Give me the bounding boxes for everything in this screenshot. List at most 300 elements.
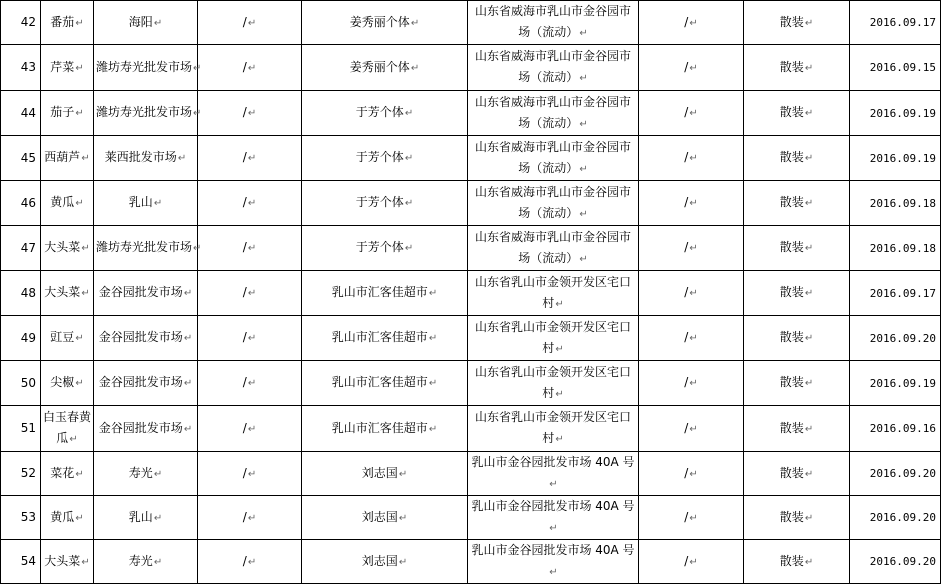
cell-origin <box>94 45 202 91</box>
return-mark: ↵ <box>804 108 814 119</box>
cell-index-text: 48 <box>20 285 36 300</box>
cell-index-text: 50 <box>20 375 36 390</box>
cell-address-text: 山东省威海市乳山市金谷园市场（流动） <box>474 94 631 130</box>
cell-product-name-text: 尖椒 <box>50 375 75 389</box>
cell-slash-text: / <box>684 195 689 209</box>
cell-date-text: 2016.09.18 <box>869 196 936 210</box>
cell-product-name-text: 大头菜 <box>44 240 81 254</box>
cell-address <box>468 181 639 226</box>
cell-address-text: 山东省威海市乳山市金谷园市场（流动） <box>474 4 631 39</box>
cell-date-text: 2016.09.16 <box>869 422 936 435</box>
return-mark: ↵ <box>193 243 202 254</box>
cell-product-name <box>41 496 94 540</box>
return-mark: ↵ <box>75 468 84 480</box>
cell-product-name <box>41 452 94 496</box>
cell-slash-text: / <box>684 59 689 74</box>
cell-supplier-text: / <box>242 509 247 524</box>
cell-date-text: 2016.09.20 <box>869 555 936 568</box>
cell-date <box>850 361 941 406</box>
cell-index-text: 53 <box>20 510 36 524</box>
cell-supplier-text: / <box>242 105 247 119</box>
cell-supplier <box>198 226 302 271</box>
return-mark: ↵ <box>579 253 588 265</box>
cell-supplier-text: / <box>242 240 247 254</box>
return-mark: ↵ <box>247 153 257 164</box>
return-mark: ↵ <box>689 423 698 435</box>
return-mark: ↵ <box>428 333 438 344</box>
cell-date <box>850 226 941 271</box>
cell-date <box>850 1 941 45</box>
cell-index <box>1 136 41 181</box>
cell-slash <box>639 316 744 361</box>
cell-product-name <box>41 91 94 136</box>
cell-date-text: 2016.09.17 <box>869 286 936 300</box>
return-mark: ↵ <box>555 434 564 445</box>
cell-product-name <box>41 316 94 361</box>
cell-slash-text: / <box>684 240 689 254</box>
cell-address <box>468 316 639 361</box>
cell-index <box>1 181 41 226</box>
cell-product-name <box>41 1 94 45</box>
cell-supplier <box>198 181 302 226</box>
cell-date-text: 2016.09.15 <box>869 61 936 74</box>
cell-slash <box>639 540 744 584</box>
cell-address <box>468 271 639 316</box>
return-mark: ↵ <box>247 512 257 524</box>
cell-seller <box>302 181 468 226</box>
cell-seller-text: 刘志国 <box>361 553 398 568</box>
table-row <box>1 271 941 316</box>
cell-origin <box>94 226 202 271</box>
return-mark: ↵ <box>398 556 408 568</box>
cell-index <box>1 452 41 496</box>
cell-seller <box>302 226 468 271</box>
cell-slash-text: / <box>684 150 689 164</box>
table-row <box>1 452 941 496</box>
cell-package-text: 散装 <box>779 59 804 74</box>
cell-index-text: 43 <box>20 60 36 74</box>
cell-date-text: 2016.09.17 <box>869 16 936 29</box>
cell-origin <box>94 91 202 136</box>
cell-origin <box>94 1 198 45</box>
cell-seller-text: 于芳个体 <box>355 195 404 209</box>
return-mark: ↵ <box>804 423 814 435</box>
cell-index <box>1 271 41 316</box>
cell-supplier-text: / <box>242 553 247 568</box>
cell-date <box>850 181 941 226</box>
return-mark: ↵ <box>579 163 588 175</box>
return-mark: ↵ <box>81 556 90 568</box>
return-mark: ↵ <box>247 378 257 389</box>
return-mark: ↵ <box>75 17 84 29</box>
table-row <box>1 540 941 584</box>
return-mark: ↵ <box>193 62 202 74</box>
return-mark: ↵ <box>404 198 414 209</box>
cell-address-text: 山东省威海市乳山市金谷园市场（流动） <box>474 229 631 265</box>
cell-address <box>468 406 639 452</box>
cell-product-name <box>41 226 94 271</box>
cell-seller-text: 姜秀丽个体 <box>349 14 410 29</box>
cell-product-name <box>41 540 94 584</box>
return-mark: ↵ <box>555 298 564 310</box>
return-mark: ↵ <box>579 118 588 130</box>
return-mark: ↵ <box>579 28 588 39</box>
cell-origin-text: 乳山 <box>128 509 153 524</box>
cell-address-text: 乳山市金谷园批发市场 40A 号 <box>471 543 635 557</box>
return-mark: ↵ <box>428 378 438 389</box>
table-row <box>1 91 941 136</box>
cell-package <box>744 316 850 361</box>
cell-package-text: 散装 <box>779 285 804 299</box>
cell-origin-text: 寿光 <box>128 465 153 480</box>
cell-date-text: 2016.09.18 <box>869 241 936 255</box>
cell-package-text: 散装 <box>779 420 804 435</box>
cell-origin <box>94 316 198 361</box>
cell-slash <box>639 45 744 91</box>
cell-index-text: 47 <box>20 240 36 255</box>
return-mark: ↵ <box>81 288 90 299</box>
cell-package-text: 散装 <box>779 509 804 524</box>
cell-origin-text: 金谷园批发市场 <box>98 285 183 299</box>
cell-date-text: 2016.09.19 <box>869 151 936 165</box>
cell-origin <box>94 361 198 406</box>
cell-address-text: 山东省乳山市金领开发区宅口村 <box>474 410 631 445</box>
cell-slash-text: / <box>684 465 689 480</box>
cell-product-name <box>41 45 94 91</box>
return-mark: ↵ <box>428 288 438 299</box>
cell-slash <box>639 361 744 406</box>
cell-date <box>850 540 941 584</box>
cell-address-text: 乳山市金谷园批发市场 40A 号 <box>471 499 635 513</box>
cell-origin-text: 莱西批发市场 <box>104 150 177 164</box>
cell-seller <box>302 361 468 406</box>
return-mark: ↵ <box>579 73 588 84</box>
cell-slash-text: / <box>684 14 689 29</box>
cell-package <box>744 361 850 406</box>
cell-product-name-text: 豇豆 <box>50 330 75 344</box>
cell-address <box>468 1 639 45</box>
return-mark: ↵ <box>153 17 163 29</box>
cell-address <box>468 45 639 91</box>
return-mark: ↵ <box>153 512 163 524</box>
cell-supplier <box>198 316 302 361</box>
cell-index <box>1 1 41 45</box>
cell-supplier <box>198 91 302 136</box>
cell-address-text: 山东省威海市乳山市金谷园市场（流动） <box>474 139 631 175</box>
cell-slash <box>639 226 744 271</box>
cell-seller-text: 刘志国 <box>361 509 398 524</box>
cell-package <box>744 91 850 136</box>
cell-package-text: 散装 <box>779 150 804 164</box>
cell-product-name-text: 白玉春黄瓜 <box>43 410 92 445</box>
return-mark: ↵ <box>689 468 698 480</box>
return-mark: ↵ <box>177 153 187 164</box>
cell-seller-text: 乳山市汇客佳超市 <box>331 375 428 389</box>
cell-index <box>1 406 41 452</box>
cell-package <box>744 452 850 496</box>
return-mark: ↵ <box>555 343 564 355</box>
return-mark: ↵ <box>153 198 163 209</box>
cell-slash-text: / <box>684 375 689 389</box>
return-mark: ↵ <box>804 153 814 164</box>
cell-origin-text: 乳山 <box>128 195 153 209</box>
cell-index <box>1 496 41 540</box>
cell-address-text: 山东省威海市乳山市金谷园市场（流动） <box>474 49 631 84</box>
return-mark: ↵ <box>804 556 814 568</box>
cell-date <box>850 271 941 316</box>
cell-origin-text: 金谷园批发市场 <box>98 420 183 435</box>
cell-package-text: 散装 <box>779 330 804 344</box>
return-mark: ↵ <box>247 198 257 209</box>
return-mark: ↵ <box>183 423 193 435</box>
cell-supplier <box>198 136 302 181</box>
cell-supplier-text: / <box>242 465 247 480</box>
return-mark: ↵ <box>75 333 84 344</box>
cell-index <box>1 45 41 91</box>
cell-supplier <box>198 406 302 452</box>
table-row <box>1 316 941 361</box>
table-body <box>1 1 941 584</box>
cell-origin-text: 潍坊寿光批发市场 <box>96 240 193 254</box>
table-row <box>1 181 941 226</box>
return-mark: ↵ <box>81 243 90 254</box>
cell-seller-text: 于芳个体 <box>355 150 404 164</box>
cell-address-text: 山东省乳山市金领开发区宅口村 <box>474 319 631 355</box>
cell-seller-text: 刘志国 <box>361 465 398 480</box>
cell-date-text: 2016.09.20 <box>869 331 936 345</box>
return-mark: ↵ <box>689 243 698 254</box>
return-mark: ↵ <box>247 17 257 29</box>
cell-index-text: 42 <box>20 15 36 29</box>
cell-address-text: 山东省乳山市金领开发区宅口村 <box>474 274 631 310</box>
cell-package-text: 散装 <box>779 195 804 209</box>
return-mark: ↵ <box>247 108 257 119</box>
return-mark: ↵ <box>398 468 408 480</box>
cell-origin <box>94 540 198 584</box>
cell-package <box>744 1 850 45</box>
cell-supplier-text: / <box>242 420 247 435</box>
return-mark: ↵ <box>247 333 257 344</box>
return-mark: ↵ <box>549 479 558 490</box>
cell-package-text: 散装 <box>779 14 804 29</box>
cell-seller <box>302 136 468 181</box>
table-row <box>1 1 941 45</box>
cell-index <box>1 226 41 271</box>
return-mark: ↵ <box>549 567 558 578</box>
return-mark: ↵ <box>410 17 420 29</box>
cell-supplier-text: / <box>242 150 247 164</box>
cell-index-text: 52 <box>20 466 36 480</box>
cell-seller <box>302 91 468 136</box>
cell-date <box>850 316 941 361</box>
table-row <box>1 406 941 452</box>
cell-package-text: 散装 <box>779 375 804 389</box>
return-mark: ↵ <box>404 153 414 164</box>
table-row <box>1 496 941 540</box>
cell-origin-text: 金谷园批发市场 <box>98 375 183 389</box>
cell-slash <box>639 271 744 316</box>
cell-index-text: 44 <box>20 105 36 120</box>
return-mark: ↵ <box>804 243 814 254</box>
cell-seller <box>302 540 468 584</box>
cell-index-text: 49 <box>20 330 36 345</box>
cell-supplier-text: / <box>242 59 247 74</box>
cell-package <box>744 271 850 316</box>
return-mark: ↵ <box>247 423 257 435</box>
cell-address <box>468 361 639 406</box>
cell-supplier-text: / <box>242 14 247 29</box>
cell-address <box>468 136 639 181</box>
cell-date <box>850 91 941 136</box>
cell-supplier <box>198 45 302 91</box>
return-mark: ↵ <box>153 468 163 480</box>
cell-address-text: 山东省威海市乳山市金谷园市场（流动） <box>474 184 631 220</box>
return-mark: ↵ <box>398 512 408 524</box>
cell-index-text: 45 <box>20 150 36 165</box>
cell-supplier-text: / <box>242 285 247 299</box>
cell-product-name-text: 大头菜 <box>44 285 81 299</box>
cell-date-text: 2016.09.20 <box>869 511 936 524</box>
cell-origin <box>94 496 198 540</box>
cell-seller-text: 乳山市汇客佳超市 <box>331 285 428 299</box>
return-mark: ↵ <box>247 468 257 480</box>
cell-origin-text: 潍坊寿光批发市场 <box>96 59 193 74</box>
cell-seller <box>302 496 468 540</box>
cell-supplier-text: / <box>242 195 247 209</box>
cell-address <box>468 452 639 496</box>
return-mark: ↵ <box>804 468 814 480</box>
cell-supplier <box>198 271 302 316</box>
return-mark: ↵ <box>689 333 698 344</box>
return-mark: ↵ <box>804 378 814 389</box>
cell-origin-text: 潍坊寿光批发市场 <box>96 105 193 119</box>
cell-product-name-text: 黄瓜 <box>50 509 75 524</box>
cell-product-name <box>41 361 94 406</box>
return-mark: ↵ <box>193 108 202 119</box>
cell-seller <box>302 316 468 361</box>
cell-date-text: 2016.09.20 <box>869 467 936 480</box>
cell-supplier-text: / <box>242 330 247 344</box>
return-mark: ↵ <box>555 388 564 400</box>
cell-origin-text: 金谷园批发市场 <box>98 330 183 344</box>
cell-seller-text: 于芳个体 <box>355 240 404 254</box>
return-mark: ↵ <box>804 62 814 74</box>
cell-package-text: 散装 <box>779 553 804 568</box>
return-mark: ↵ <box>549 523 558 534</box>
cell-origin-text: 海阳 <box>128 14 153 29</box>
return-mark: ↵ <box>404 243 414 254</box>
cell-date <box>850 45 941 91</box>
cell-package <box>744 406 850 452</box>
return-mark: ↵ <box>804 512 814 524</box>
cell-slash <box>639 452 744 496</box>
cell-slash <box>639 1 744 45</box>
cell-supplier <box>198 452 302 496</box>
return-mark: ↵ <box>404 108 414 119</box>
return-mark: ↵ <box>689 62 698 74</box>
cell-date <box>850 496 941 540</box>
cell-package <box>744 136 850 181</box>
return-mark: ↵ <box>69 434 78 445</box>
cell-slash <box>639 136 744 181</box>
cell-index-text: 54 <box>20 554 36 568</box>
cell-origin <box>94 452 198 496</box>
cell-seller <box>302 45 468 91</box>
return-mark: ↵ <box>81 153 90 164</box>
cell-address <box>468 91 639 136</box>
cell-date <box>850 406 941 452</box>
cell-slash <box>639 496 744 540</box>
cell-origin <box>94 181 198 226</box>
cell-seller <box>302 406 468 452</box>
cell-slash-text: / <box>684 509 689 524</box>
table-row <box>1 361 941 406</box>
cell-package <box>744 45 850 91</box>
cell-seller <box>302 452 468 496</box>
cell-package <box>744 496 850 540</box>
return-mark: ↵ <box>247 556 257 568</box>
return-mark: ↵ <box>247 288 257 299</box>
return-mark: ↵ <box>183 333 193 344</box>
cell-supplier-text: / <box>242 375 247 389</box>
return-mark: ↵ <box>689 556 698 568</box>
cell-product-name <box>41 136 94 181</box>
cell-index <box>1 361 41 406</box>
cell-origin <box>94 271 198 316</box>
return-mark: ↵ <box>75 198 84 209</box>
return-mark: ↵ <box>153 556 163 568</box>
cell-slash-text: / <box>684 330 689 344</box>
cell-package <box>744 226 850 271</box>
cell-seller <box>302 1 468 45</box>
cell-package-text: 散装 <box>779 465 804 480</box>
return-mark: ↵ <box>689 17 698 29</box>
cell-slash <box>639 91 744 136</box>
cell-seller-text: 姜秀丽个体 <box>349 59 410 74</box>
return-mark: ↵ <box>579 208 588 220</box>
return-mark: ↵ <box>247 62 257 74</box>
cell-slash <box>639 406 744 452</box>
return-mark: ↵ <box>689 108 698 119</box>
cell-index <box>1 540 41 584</box>
cell-slash-text: / <box>684 105 689 119</box>
return-mark: ↵ <box>804 198 814 209</box>
cell-seller <box>302 271 468 316</box>
table-row <box>1 136 941 181</box>
cell-address <box>468 496 639 540</box>
cell-slash <box>639 181 744 226</box>
return-mark: ↵ <box>689 378 698 389</box>
cell-product-name <box>41 181 94 226</box>
cell-address <box>468 226 639 271</box>
cell-date <box>850 452 941 496</box>
return-mark: ↵ <box>75 108 84 119</box>
cell-origin-text: 寿光 <box>128 553 153 568</box>
return-mark: ↵ <box>804 17 814 29</box>
cell-date-text: 2016.09.19 <box>869 106 936 120</box>
cell-product-name-text: 芹菜 <box>50 59 75 74</box>
cell-address-text: 山东省乳山市金领开发区宅口村 <box>474 364 631 400</box>
cell-supplier <box>198 361 302 406</box>
cell-seller-text: 乳山市汇客佳超市 <box>331 330 428 344</box>
cell-product-name-text: 茄子 <box>50 105 75 119</box>
return-mark: ↵ <box>183 378 193 389</box>
table-row <box>1 45 941 91</box>
return-mark: ↵ <box>689 512 698 524</box>
table-row <box>1 226 941 271</box>
cell-product-name-text: 西葫芦 <box>44 150 81 164</box>
cell-package <box>744 540 850 584</box>
